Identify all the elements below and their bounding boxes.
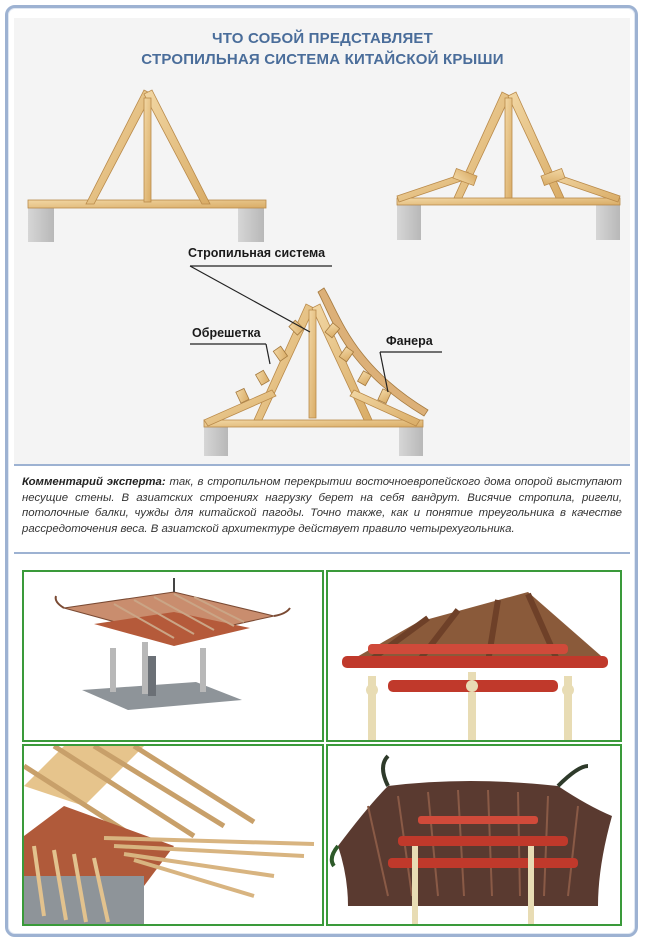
photo-curved-rafters [22, 744, 324, 926]
photo-red-timber-joint [326, 570, 622, 742]
photo-curved-roof [326, 744, 622, 926]
support-right [238, 206, 264, 242]
rafter-diagrams [14, 18, 630, 464]
rafter-left [86, 90, 152, 204]
leader-rafter-system [190, 266, 310, 332]
support-right [399, 426, 423, 456]
comment-prefix: Комментарий эксперта: [22, 476, 166, 488]
king-post [144, 98, 151, 202]
label-lathing: Обрешетка [192, 326, 261, 340]
support-left [397, 204, 421, 240]
tie-beam [397, 198, 620, 205]
photo-pagoda-frame [22, 570, 324, 742]
rafter-right [508, 92, 564, 198]
expert-comment [14, 464, 630, 554]
rafter-right [144, 90, 210, 204]
king-post [505, 98, 512, 198]
tie-beam [204, 420, 423, 427]
comment-text: так, в стропильном перекрытии восточноевропейского дома опорой выступают несущие стены. В азиатских строениях нагрузку берет на себя вандрут. Висячие стропила, ригели, потолочные балки, чужды для китайской пагоды. Точно также, как и понятие треугольника в качестве рассредоточения веса. В азиатской архитектуре действует правило четырехугольника. [22, 476, 622, 535]
photo-grid [14, 560, 630, 930]
support-right [596, 204, 620, 240]
diagram-area [14, 18, 630, 464]
support-left [204, 426, 228, 456]
label-rafter-system: Стропильная система [188, 246, 326, 260]
title-line-1: ЧТО СОБОЙ ПРЕДСТАВЛЯЕТ [211, 30, 433, 47]
rafter-left [454, 92, 510, 198]
label-plywood: Фанера [386, 334, 433, 348]
chinese-roof-detail [190, 266, 442, 456]
support-left [28, 206, 54, 242]
page-title [0, 28, 645, 70]
truss-chinese [397, 92, 620, 240]
truss-european [28, 90, 266, 242]
title-line-2: СТРОПИЛЬНАЯ СИСТЕМА КИТАЙСКОЙ КРЫШИ [141, 51, 504, 68]
